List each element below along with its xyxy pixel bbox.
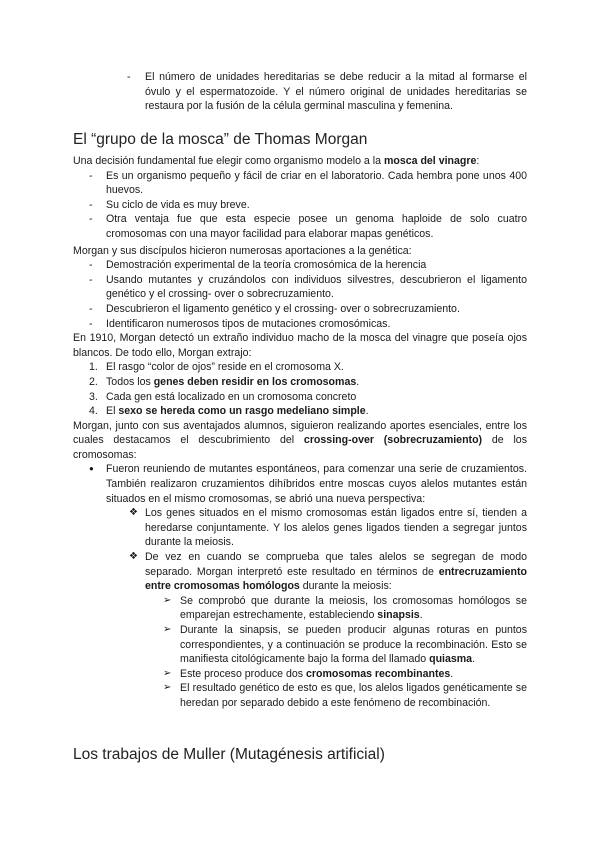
intro-item-text: El número de unidades hereditarias se debe reducir a la mitad al formarse el óvulo y el espermatozoide. Y el número original de unidades hereditarias se restaura por la fusión de la célula germinal masculina y femenina.	[145, 71, 527, 113]
paragraph-crossing-over: Morgan, junto con sus aventajados alumnos, siguieron realizando aportes esenciales, entre los cuales destacamos el descubrimiento del crossing-over (sobrecruzamiento) de los cromosomas:	[73, 419, 527, 461]
paragraph-contributions: Morgan y sus discípulos hicieron numerosas aportaciones a la genética:	[73, 244, 412, 257]
bullet-marker: ●	[89, 464, 94, 474]
arrow-marker: ➢	[163, 624, 172, 635]
numbered-list	[73, 360, 527, 418]
number-marker: 1.	[89, 361, 98, 374]
list-marker: -	[127, 71, 131, 83]
arrow-item: ➢ Durante la sinapsis, se pueden producir algunas roturas en puntos correspondientes, y a continuación se produce la recombinación. Esto se manifiesta citológicamente bajo la forma del llamado quiasma.	[163, 624, 527, 666]
list-item: - Usando mutantes y cruzándolos con individuos silvestres, descubrieron el ligamento genético y el crossing- over o sobrecruzamiento.	[89, 273, 527, 301]
diamond-item: ❖ De vez en cuando se comprueba que tales alelos se segregan de modo separado. Morgan interpretó este resultado en términos de entrecruzamiento entre cromosomas homólogos durante la meiosis:	[129, 551, 527, 593]
section-heading-morgan: El “grupo de la mosca” de Thomas Morgan	[73, 131, 368, 148]
list-item: - Demostración experimental de la teoría cromosómica de la herencia	[89, 259, 427, 272]
arrow-marker: ➢	[163, 594, 172, 606]
numbered-item: 3. Cada gen está localizado en un cromosoma concreto	[89, 390, 357, 403]
numbered-item: 2. Todos los genes deben residir en los cromosomas.	[89, 375, 360, 388]
arrow-marker: ➢	[163, 667, 172, 679]
list-item: - Descubrieron el ligamento genético y el crossing- over o sobrecruzamiento.	[89, 302, 460, 315]
arrow-item: ➢ Se comprobó que durante la meiosis, los cromosomas homólogos se emparejan estrechamente, estableciendo sinapsis.	[163, 594, 527, 622]
list-item: - Es un organismo pequeño y fácil de criar en el laboratorio. Cada hembra pone unos 400 huevos.	[89, 169, 527, 197]
diamond-item: ❖ Los genes situados en el mismo cromosomas están ligados entre sí, tienden a heredarse conjuntamente. Y los alelos genes ligados tienden a segregar juntos durante la meiosis.	[129, 507, 527, 549]
diamond-marker: ❖	[129, 551, 138, 563]
number-marker: 2.	[89, 375, 98, 388]
arrow-item: ➢ Este proceso produce dos cromosomas recombinantes.	[163, 667, 454, 680]
section-heading-muller: Los trabajos de Muller (Mutagénesis artificial)	[73, 746, 385, 763]
arrow-item: ➢ El resultado genético de esto es que, los alelos ligados genéticamente se heredan por separado debido a este fenómeno de recombinación.	[163, 682, 527, 709]
bullet-item: ● Fueron reuniendo de mutantes espontáneos, para comenzar una serie de cruzamientos. También realizaron cruzamientos dihíbridos entre moscas cuyos alelos mutantes están situados en el mismo cromosomas, se abrió una nueva perspectiva:	[89, 463, 527, 505]
list-contributions	[73, 258, 527, 331]
dash-marker: -	[89, 198, 93, 211]
bold-term: mosca del vinagre	[383, 155, 477, 167]
list-item: - Su ciclo de vida es muy breve.	[89, 198, 250, 211]
list-item: - Otra ventaja fue que esta especie posee un genoma haploide de solo cuatro cromosomas con una mayor facilidad para elaborar mapas genéticos.	[89, 213, 527, 240]
dash-marker: -	[89, 273, 93, 286]
number-marker: 4.	[89, 405, 98, 418]
numbered-item: 4. El sexo se hereda como un rasgo medeliano simple.	[89, 405, 369, 418]
paragraph-1910: En 1910, Morgan detectó un extraño individuo macho de la mosca del vinagre que poseía ojos blancos. De todo ello, Morgan extrajo:	[73, 332, 527, 359]
diamond-list	[73, 506, 527, 594]
dash-marker: -	[89, 302, 93, 315]
intro-list-item	[127, 70, 527, 114]
number-marker: 3.	[89, 390, 98, 403]
dash-marker: -	[89, 213, 93, 226]
paragraph-model-organism: Una decisión fundamental fue elegir como organismo modelo a la mosca del vinagre:	[73, 155, 480, 167]
numbered-item: 1. El rasgo “color de ojos” reside en el cromosoma X.	[89, 361, 344, 374]
diamond-marker: ❖	[129, 507, 138, 519]
arrow-marker: ➢	[163, 682, 172, 694]
list-item: - Identificaron numerosos tipos de mutaciones cromosómicas.	[89, 317, 391, 330]
dash-marker: -	[89, 169, 93, 182]
dash-marker: -	[89, 317, 93, 330]
list-advantages	[73, 169, 527, 242]
arrow-list	[73, 594, 527, 711]
dash-marker: -	[89, 259, 93, 272]
bold-term: crossing-over (sobrecruzamiento)	[303, 434, 483, 447]
section-morgan-body	[73, 154, 527, 711]
